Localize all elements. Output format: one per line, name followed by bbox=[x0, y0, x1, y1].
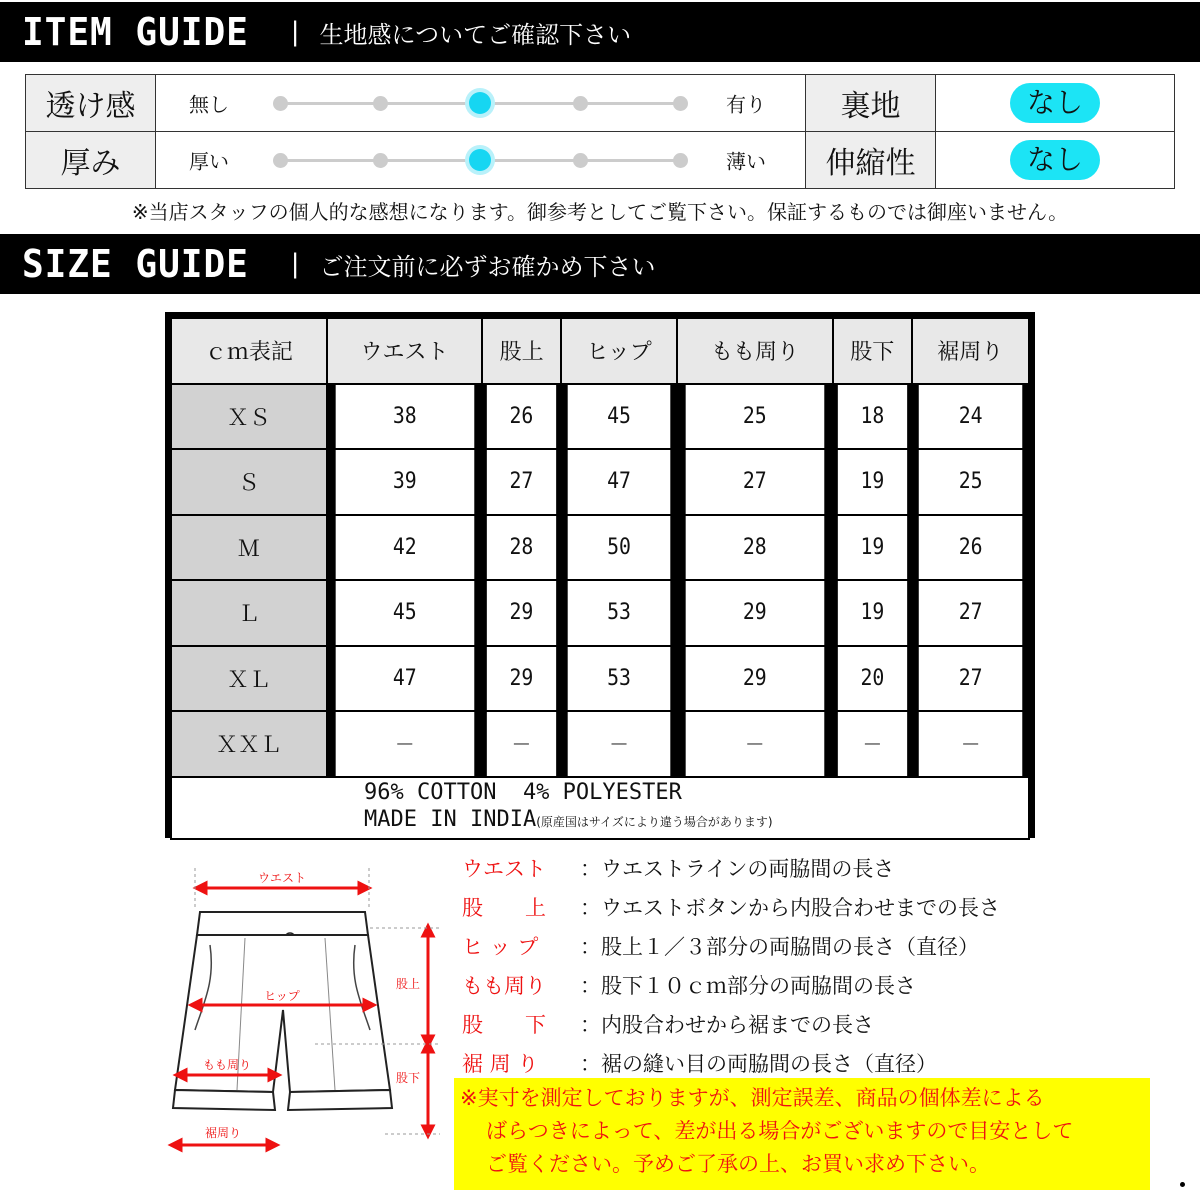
legend-row bbox=[462, 926, 1000, 965]
country-of-origin bbox=[364, 806, 1028, 836]
legend-row bbox=[462, 848, 1000, 887]
transparency-scale bbox=[156, 75, 805, 131]
size-value-cell: － bbox=[335, 712, 473, 776]
legend-key: 股 下 bbox=[462, 1012, 546, 1037]
size-value-cell: － bbox=[686, 712, 824, 776]
size-column-header: 裾周り bbox=[913, 319, 1028, 383]
lining-value-badge: なし bbox=[1010, 83, 1100, 123]
size-value-cell: 29 bbox=[686, 581, 824, 645]
size-column-header: ウエスト bbox=[328, 319, 482, 383]
measurement-legend bbox=[462, 848, 1000, 1082]
size-value-cell: 19 bbox=[838, 581, 907, 645]
stretch-value-badge: なし bbox=[1010, 140, 1100, 180]
item-guide-title: ITEM GUIDE bbox=[22, 10, 249, 54]
legend-key: ヒ ッ プ bbox=[462, 934, 539, 959]
thickness-scale bbox=[156, 132, 805, 188]
size-label: ＸＸＬ bbox=[172, 712, 326, 776]
legend-key: ウエスト bbox=[462, 856, 546, 881]
size-table-frame bbox=[165, 312, 1035, 838]
size-value-cell: 47 bbox=[568, 450, 671, 514]
legend-description: ：裾の縫い目の両脇間の長さ（直径） bbox=[580, 1051, 937, 1076]
scale-dot bbox=[373, 153, 388, 168]
fabric-feel-table bbox=[25, 74, 1175, 189]
size-column-header: 股下 bbox=[834, 319, 911, 383]
scale-dot bbox=[373, 96, 388, 111]
scale-low-label: 厚い bbox=[189, 149, 229, 174]
size-column-header: 股上 bbox=[483, 319, 560, 383]
thickness-row bbox=[26, 132, 1175, 189]
size-guide-separator: | bbox=[290, 249, 300, 279]
staff-opinion-note: ※当店スタッフの個人的な感想になります。御参考としてご覧下さい。保証するものでは御座いません。 bbox=[131, 200, 1069, 224]
size-value-cell: 29 bbox=[487, 647, 556, 711]
item-guide-header bbox=[0, 2, 1200, 62]
scale-low-label: 無し bbox=[189, 92, 229, 117]
scale-dot bbox=[573, 153, 588, 168]
item-guide-subtitle: 生地感についてご確認下さい bbox=[319, 20, 632, 49]
size-value-cell: 26 bbox=[918, 516, 1022, 580]
legend-row bbox=[462, 1004, 1000, 1043]
size-value-cell: － bbox=[568, 712, 671, 776]
origin-text: MADE IN INDIA bbox=[364, 807, 537, 832]
size-value-cell: 18 bbox=[838, 385, 907, 449]
size-value-cell: 27 bbox=[918, 581, 1022, 645]
transparency-label: 透け感 bbox=[26, 75, 156, 132]
material-cell bbox=[172, 778, 1028, 838]
material-composition: 96% COTTON 4% POLYESTER bbox=[364, 780, 682, 805]
diagram-waist-label: ウエスト bbox=[257, 871, 307, 885]
size-row bbox=[172, 647, 1028, 711]
scale-dot bbox=[673, 96, 688, 111]
size-value-cell: 27 bbox=[686, 450, 824, 514]
scale-dot bbox=[273, 96, 288, 111]
size-value-cell: 27 bbox=[918, 647, 1022, 711]
scale-dot bbox=[573, 96, 588, 111]
thickness-label: 厚み bbox=[26, 132, 156, 189]
item-guide-separator: | bbox=[290, 17, 300, 47]
size-value-cell: 25 bbox=[686, 385, 824, 449]
legend-description: ：内股合わせから裾までの長さ bbox=[580, 1012, 874, 1037]
diagram-hem-label: 裾周り bbox=[204, 1126, 242, 1140]
waistband-shape bbox=[197, 912, 368, 935]
scale-high-label: 有り bbox=[726, 92, 766, 117]
size-value-cell: 45 bbox=[568, 385, 671, 449]
size-guide-subtitle: ご注文前に必ずお確かめ下さい bbox=[319, 252, 656, 281]
legend-row bbox=[462, 1043, 1000, 1082]
size-guide-title: SIZE GUIDE bbox=[22, 242, 249, 286]
stretch-label: 伸縮性 bbox=[806, 132, 936, 189]
size-label: Ｍ bbox=[172, 516, 326, 580]
legend-row bbox=[462, 887, 1000, 926]
size-value-cell: － bbox=[487, 712, 556, 776]
size-value-cell: 29 bbox=[487, 581, 556, 645]
legend-description: ：ウエストラインの両脇間の長さ bbox=[580, 856, 895, 881]
size-label: Ｓ bbox=[172, 450, 326, 514]
shorts-measurement-diagram bbox=[165, 860, 450, 1160]
legend-description: ：ウエストボタンから内股合わせまでの長さ bbox=[580, 895, 1000, 920]
size-label: Ｌ bbox=[172, 581, 326, 645]
origin-note: (原産国はサイズにより違う場合があります) bbox=[536, 815, 773, 829]
size-value-cell: 53 bbox=[568, 581, 671, 645]
diagram-rise-label: 股上 bbox=[395, 977, 421, 991]
size-column-header: ｃｍ表記 bbox=[172, 319, 326, 383]
size-value-cell: 53 bbox=[568, 647, 671, 711]
size-value-cell: 20 bbox=[838, 647, 907, 711]
size-value-cell: 19 bbox=[838, 450, 907, 514]
size-value-cell: 50 bbox=[568, 516, 671, 580]
warning-line-2: ばらつきによって、差が出る場合がございますので目安として bbox=[486, 1119, 1074, 1143]
size-table bbox=[170, 317, 1030, 840]
size-column-header: ヒップ bbox=[562, 319, 676, 383]
transparency-row bbox=[26, 75, 1175, 132]
legend-description: ：股下１０ｃｍ部分の両脇間の長さ bbox=[580, 973, 916, 998]
scale-high-label: 薄い bbox=[726, 149, 766, 174]
size-value-cell: 38 bbox=[335, 385, 473, 449]
size-row bbox=[172, 581, 1028, 645]
lining-label: 裏地 bbox=[806, 75, 936, 132]
size-row bbox=[172, 516, 1028, 580]
size-value-cell: 39 bbox=[335, 450, 473, 514]
size-table-header-row bbox=[172, 319, 1028, 383]
legend-key: 股 上 bbox=[462, 895, 546, 920]
material-row bbox=[172, 778, 1028, 838]
warning-line-1: ※実寸を測定しておりますが、測定誤差、商品の個体差による bbox=[460, 1086, 1045, 1110]
diagram-inseam-label: 股下 bbox=[395, 1071, 421, 1085]
size-value-cell: 28 bbox=[487, 516, 556, 580]
size-value-cell: 25 bbox=[918, 450, 1022, 514]
legend-key: もも周り bbox=[462, 973, 546, 998]
size-value-cell: 28 bbox=[686, 516, 824, 580]
scale-dot-active bbox=[469, 92, 491, 114]
size-row bbox=[172, 712, 1028, 776]
size-value-cell: 47 bbox=[335, 647, 473, 711]
size-column-header: もも周り bbox=[678, 319, 832, 383]
legend-description: ：股上１／３部分の両脇間の長さ（直径） bbox=[580, 934, 979, 959]
size-label: ＸＳ bbox=[172, 385, 326, 449]
size-value-cell: 42 bbox=[335, 516, 473, 580]
scale-dot bbox=[273, 153, 288, 168]
corner-dot bbox=[1180, 1182, 1185, 1187]
warning-line-3: ご覧ください。予めご了承の上、お買い求め下さい。 bbox=[486, 1152, 990, 1176]
size-label: ＸＬ bbox=[172, 647, 326, 711]
size-value-cell: 19 bbox=[838, 516, 907, 580]
scale-dot bbox=[673, 153, 688, 168]
size-value-cell: － bbox=[918, 712, 1022, 776]
size-value-cell: 29 bbox=[686, 647, 824, 711]
legend-row bbox=[462, 965, 1000, 1004]
size-value-cell: 45 bbox=[335, 581, 473, 645]
measurement-warning-box bbox=[454, 1078, 1150, 1190]
size-guide-header bbox=[0, 234, 1200, 294]
size-value-cell: 27 bbox=[487, 450, 556, 514]
diagram-hip-label: ヒップ bbox=[264, 989, 300, 1003]
size-row bbox=[172, 385, 1028, 449]
scale-dot-active bbox=[469, 149, 491, 171]
legend-key: 裾 周 り bbox=[462, 1051, 539, 1076]
size-row bbox=[172, 450, 1028, 514]
size-value-cell: 26 bbox=[487, 385, 556, 449]
size-value-cell: － bbox=[838, 712, 907, 776]
size-value-cell: 24 bbox=[918, 385, 1022, 449]
diagram-thigh-label: もも周り bbox=[202, 1058, 252, 1072]
